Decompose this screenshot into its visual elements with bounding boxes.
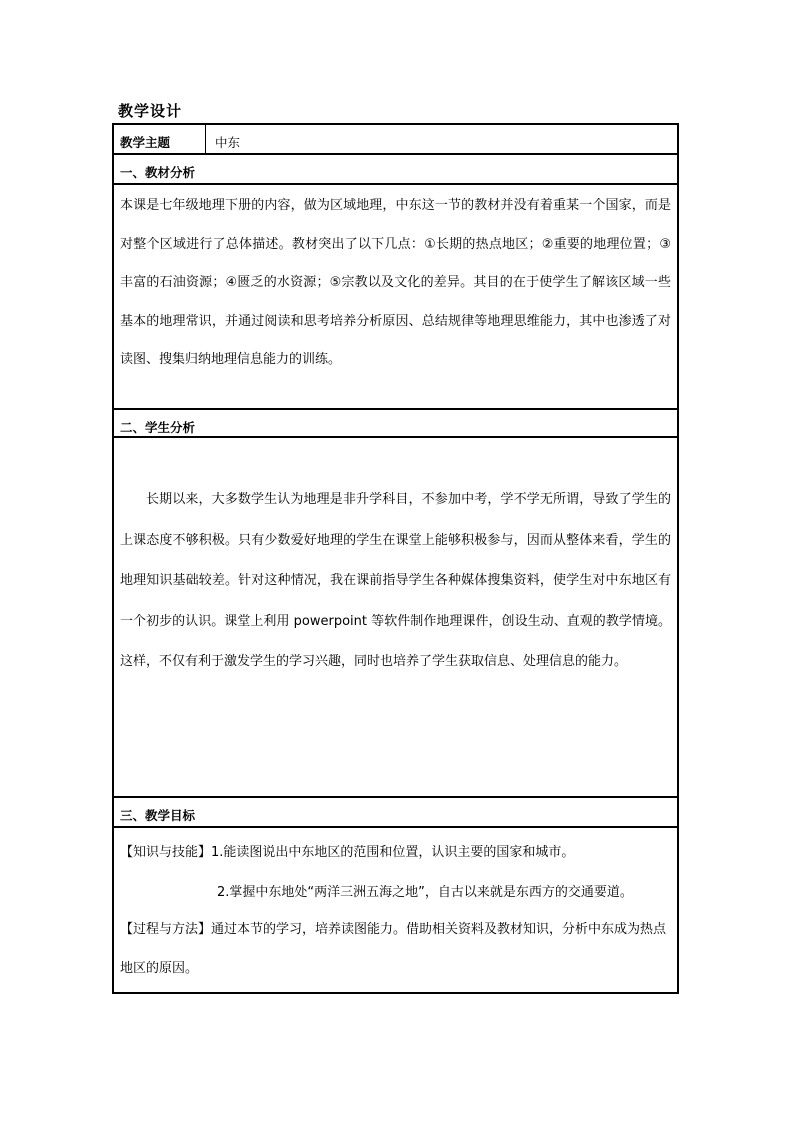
section-2-content: 长期以来，大多数学生认为地理是非升学科目，不参加中考，学不学无所谓，导致了学生的上课态度不够积极。只有少数爱好地理的学生在课堂上能够积极参与，因而从整体来看，学生的地理知识基础较差。针对这种情况，我在课前指导学生各种媒体搜集资料，使学生对中东地区有一个初步的认识。课堂上利用 powerpoint 等软件制作地理课件，创设生动、直观的教学情境。这样，不仅有利于激发学生的学习兴趣，同时也培养了学生获取信息、处理信息的能力。 (120, 492, 671, 669)
section-1-heading: 一、教材分析 (120, 165, 196, 180)
topic-label-cell (114, 125, 206, 153)
section-3-heading: 三、教学目标 (120, 808, 196, 823)
divider (114, 183, 677, 185)
section-2-heading-row (114, 410, 677, 436)
topic-label: 教学主题 (120, 135, 171, 150)
divider (114, 436, 677, 438)
section-1-content: 本课是七年级地理下册的内容，做为区域地理，中东这一节的教材并没有着重某一个国家，而是对整个区域进行了总体描述。教材突出了以下几点：①长期的热点地区；②重要的地理位置；③丰富的石油资源；④匮乏的水资源；⑤宗教以及文化的差异。其目的在于使学生了解该区域一些基本的地理常识，并通过阅读和思考培养分析原因、总结规律等地理思维能力，其中也渗透了对读图、搜集归纳地理信息能力的训练。 (120, 198, 671, 368)
goal-knowledge-1: 【知识与技能】1.能读图说出中东地区的范围和位置，认识主要的国家和城市。 (120, 845, 575, 860)
goal-knowledge-2: 2.掌握中东地处“两洋三洲五海之地”，自古以来就是东西方的交通要道。 (217, 885, 633, 900)
goal-process-method: 【过程与方法】通过本节的学习，培养读图能力。借助相关资料及教材知识，分析中东成为热点地区的原因。 (120, 922, 667, 976)
divider (114, 826, 677, 828)
topic-row (114, 125, 677, 153)
topic-value: 中东 (215, 135, 241, 150)
document-title: 教学设计 (118, 102, 183, 120)
lesson-plan-table (112, 123, 679, 994)
section-3-heading-row (114, 798, 677, 826)
section-2-heading: 二、学生分析 (120, 420, 196, 435)
section-1-heading-row (114, 155, 677, 183)
